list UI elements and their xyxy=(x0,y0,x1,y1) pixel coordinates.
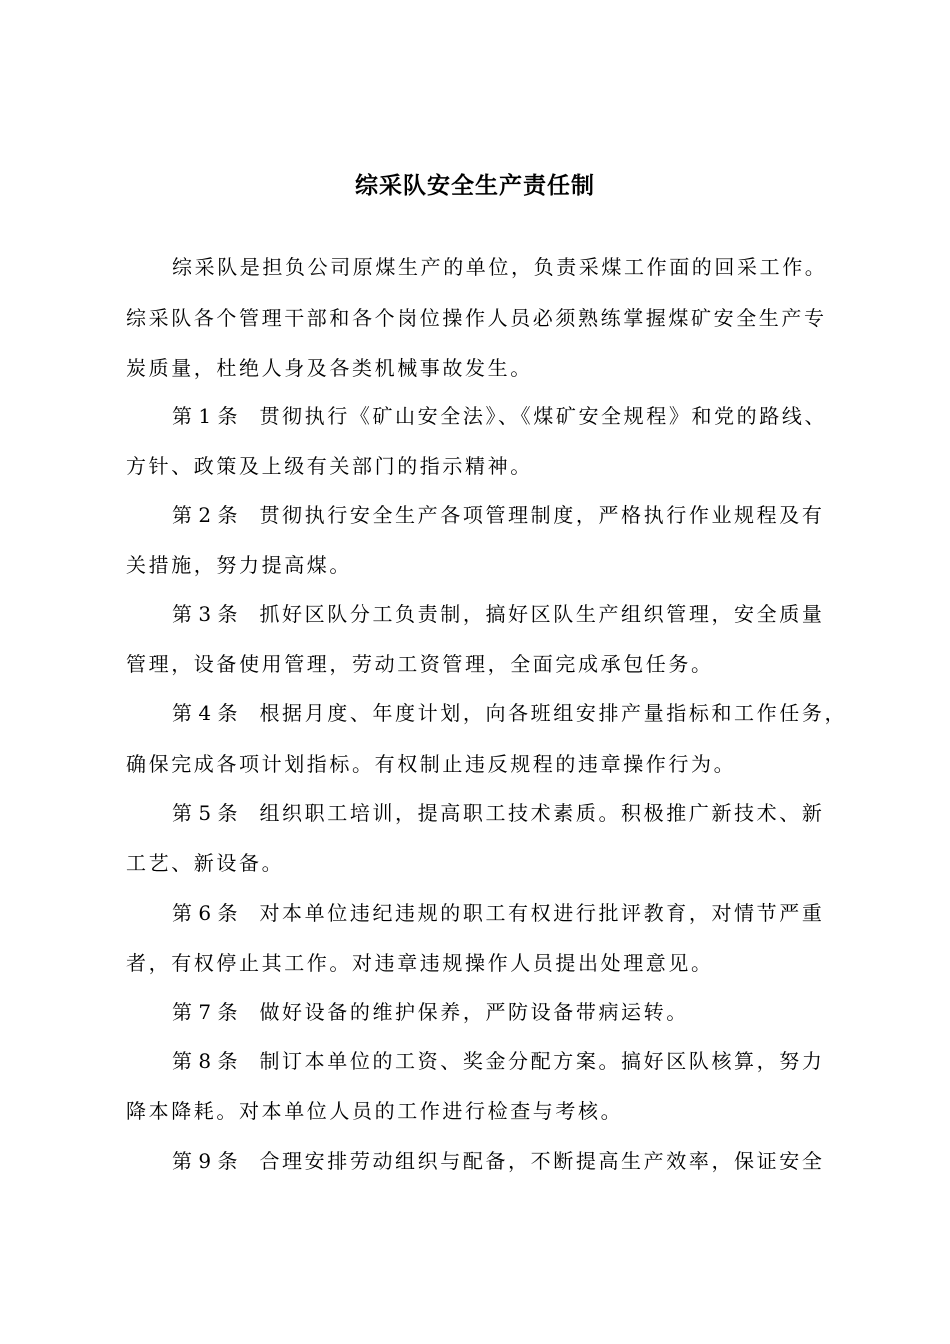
article-4-text: 根据月度、年度计划，向各班组安排产量指标和工作任务， xyxy=(259,701,848,725)
article-9-text: 合理安排劳动组织与配备，不断提高生产效率，保证安全 xyxy=(259,1149,825,1173)
article-1-line-2: 方针、政策及上级有关部门的指示精神。 xyxy=(126,454,533,478)
article-8-text: 制订本单位的工资、奖金分配方案。搞好区队核算，努力 xyxy=(259,1049,825,1073)
article-3-line-1 xyxy=(172,599,824,629)
article-6-line-1 xyxy=(172,898,824,928)
article-1-label: 第 1 条 xyxy=(172,404,238,428)
article-2-line-1 xyxy=(172,500,824,530)
article-5-label: 第 5 条 xyxy=(172,801,238,825)
article-3-label: 第 3 条 xyxy=(172,602,238,626)
article-8-label: 第 8 条 xyxy=(172,1049,238,1073)
article-8-line-2: 降本降耗。对本单位人员的工作进行检查与考核。 xyxy=(126,1099,624,1123)
article-6-text: 对本单位违纪违规的职工有权进行批评教育，对情节严重 xyxy=(259,901,825,925)
intro-line-3: 炭质量，杜绝人身及各类机械事故发生。 xyxy=(126,356,533,380)
article-7-line-1 xyxy=(172,997,689,1027)
article-2-line-2: 关措施，努力提高煤。 xyxy=(126,553,352,577)
article-9-line-1 xyxy=(172,1146,824,1176)
article-1-text: 贯彻执行《矿山安全法》、《煤矿安全规程》和党的路线、 xyxy=(259,404,828,428)
article-5-line-2: 工艺、新设备。 xyxy=(126,851,285,875)
article-6-line-2: 者，有权停止其工作。对违章违规操作人员提出处理意见。 xyxy=(126,951,714,975)
article-2-text: 贯彻执行安全生产各项管理制度，严格执行作业规程及有 xyxy=(259,503,825,527)
article-2-label: 第 2 条 xyxy=(172,503,238,527)
article-9-label: 第 9 条 xyxy=(172,1149,238,1173)
article-4-label: 第 4 条 xyxy=(172,701,238,725)
article-4-line-2: 确保完成各项计划指标。有权制止违反规程的违章操作行为。 xyxy=(126,752,737,776)
article-1-line-1 xyxy=(172,401,827,431)
article-3-line-2: 管理，设备使用管理，劳动工资管理，全面完成承包任务。 xyxy=(126,652,714,676)
article-8-line-1 xyxy=(172,1046,824,1076)
article-6-label: 第 6 条 xyxy=(172,901,238,925)
article-7-label: 第 7 条 xyxy=(172,1000,238,1024)
article-7-text: 做好设备的维护保养，严防设备带病运转。 xyxy=(259,1000,689,1024)
article-5-text: 组织职工培训，提高职工技术素质。积极推广新技术、新 xyxy=(259,801,825,825)
intro-line-1: 综采队是担负公司原煤生产的单位，负责采煤工作面的回采工作。 xyxy=(172,255,828,279)
article-3-text: 抓好区队分工负责制，搞好区队生产组织管理，安全质量 xyxy=(259,602,825,626)
intro-line-2: 综采队各个管理干部和各个岗位操作人员必须熟练掌握煤矿安全生产专 xyxy=(126,306,827,330)
article-5-line-1 xyxy=(172,798,824,828)
page-title: 综采队安全生产责任制 xyxy=(355,172,595,199)
article-4-line-1 xyxy=(172,698,847,728)
